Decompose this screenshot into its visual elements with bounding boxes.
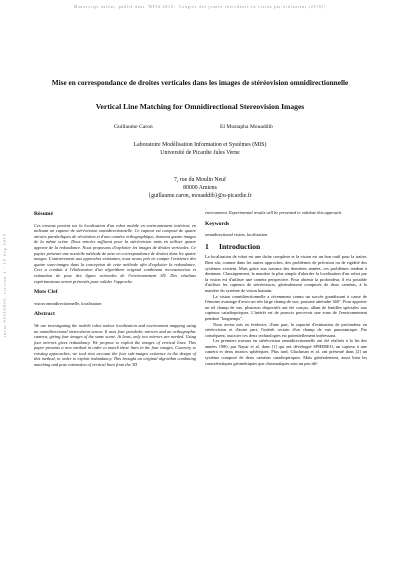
section-title: Introduction [219, 241, 261, 251]
authors [30, 124, 370, 133]
keywords-heading: Keywords [205, 220, 230, 227]
keywords-text: omnidirectional vision, localization [205, 232, 268, 238]
header-banner: Manuscript auteur, publié dans "RFIA 2010 : Congrès des jeunes chercheurs en vision par ordinateur (2010)" [73, 5, 327, 9]
address-city: 80000 Amiens [183, 185, 217, 192]
title-english: Vertical Line Matching for Omnidirectional Stereovision Images [95, 102, 305, 111]
intro-paragraph-3: Nous avons mis en évidence, d'une part, la capacité d'estimation de profondeur en stéréovision et d'autre part, l'intérêt certain d'un champ de vue panoramique. Par conséquent, associer ces deux technologies est potentiellement intéressant. [205, 321, 367, 338]
intro-paragraph-1: La localisation de robot est une tâche complexe et la vision est un bon outil pour la traiter. Bien sûr, comme dans les autres approches, des problèmes de précision ou de rigidité des systèmes existent. Mais grâce aux travaux des dernières années, ces problèmes tendent à diminuer. Classiquement, la manière la plus simple d'aborder la localisation d'un robot par la vision est d'utiliser une caméra perspective. Pour obtenir la profondeur, il est possible d'utiliser les capteurs de stéréovision, généralement composés de deux caméras, à la manière du système de vision humain. [205, 254, 367, 293]
resume-heading: Résumé [34, 211, 53, 217]
affiliation [30, 141, 370, 157]
affiliation-lab: Laboratoire Modélisation Information et Systèmes (MIS) [133, 142, 267, 148]
address-street: 7, rue du Moulin Neuf [173, 177, 226, 183]
right-column [205, 210, 367, 366]
author-emails: {guillaume.caron, mouaddib}@u-picardie.fr [148, 193, 252, 200]
resume-text: Ces travaux portent sur la localisation d'un robot mobile en environnement intérieur, en utilisant un capteur de stéréovision omnidirectionnelle. Ce capteur est composé de quatre miroirs paraboliques de révolution et d'une caméra orthographique, donnant quatre images de la même scène. Deux miroirs suffisent pour la stéréovision mais en utiliser quatre apporte de la redondance. Nous proposons d'exploiter les images de droites verticales. Ce papier présente une nouvelle méthode de mise en correspondance de droites dans les quatre images. Contrairement aux approches existantes, nous avons pris en compte l'existence des quatre sous-images dans la conception de cette méthode afin d'exploiter la redondance. Ceci a conduit à l'élaboration d'un algorithme original combinant reconstruction et estimation de pose des lignes verticales de l'environnement 3D. Des résultats expérimentaux seront présentés pour valider l'approche. [34, 222, 196, 284]
author-caron: Guillaume Caron [114, 124, 153, 130]
side-stamp: inria-00516800, version 1 - 10 Sep 2010 [2, 233, 7, 337]
intro-paragraph-4: Les premiers travaux en stéréovision omnidirectionnelle ont été réalisés à la fin des années 1980, par Nayar et al. dans [1] qui ont développé SPHEREO, un capteur à une caméra et deux miroirs sphériques. Plus tard, Gluckman et al. ont présenté dans [2] un système composé de deux caméras catadioptriques. Mais généralement, aussi bien les caractéristiques géométriques que chromatiques sont un peu dif- [205, 338, 367, 366]
abstract-continued: environment. Experimental results will be presented to validate this approach. [205, 210, 343, 215]
motsclef-heading: Mots Clef [34, 289, 58, 296]
abstract-text: We are investigating the mobile robot indoor localization and environment mapping using an omnidirectional stereovision sensor. It uses four parabolic mirrors and an orthographic camera, giving four images of the same scene. At least, only two mirrors are needed. Using four mirrors gives redundancy. We propose to exploit the images of vertical lines. This paper presents a new method in order to match these lines in the four images. Contrary to existing approaches, we took into account the four sub-images existence in the design of this method, in order to exploit redundancy. This brought an original algorithm combining matching and pose estimation of vertical lines from the 3D [34, 322, 196, 368]
section-number: 1 [205, 241, 209, 251]
author-mouaddib: El Mustapha Mouaddib [220, 124, 273, 130]
left-column [34, 210, 196, 368]
affiliation-university: Université de Picardie Jules Verne [160, 150, 240, 157]
address-block [30, 176, 370, 201]
intro-paragraph-2: La vision omnidirectionnelle a récemment connu un succès grandissant à cause de l'énorme avantage d'avoir un très large champ de vue, pouvant atteindre 360°. Pour apporter un tel champ de vue, plusieurs dispositifs ont été conçus, allant de lentilles spéciales aux capteurs catadioptriques. L'intérêt est de pouvoir percevoir une zone de l'environnement pendant "longtemps". [205, 293, 367, 321]
section-heading-introduction [205, 241, 367, 251]
title-french: Mise en correspondance de droites verticales dans les images de stéréovision omnidirectionnelle [51, 78, 349, 87]
motsclef-text: vision omnidirectionnelle, localisation [34, 300, 102, 306]
abstract-heading: Abstract [34, 311, 55, 318]
